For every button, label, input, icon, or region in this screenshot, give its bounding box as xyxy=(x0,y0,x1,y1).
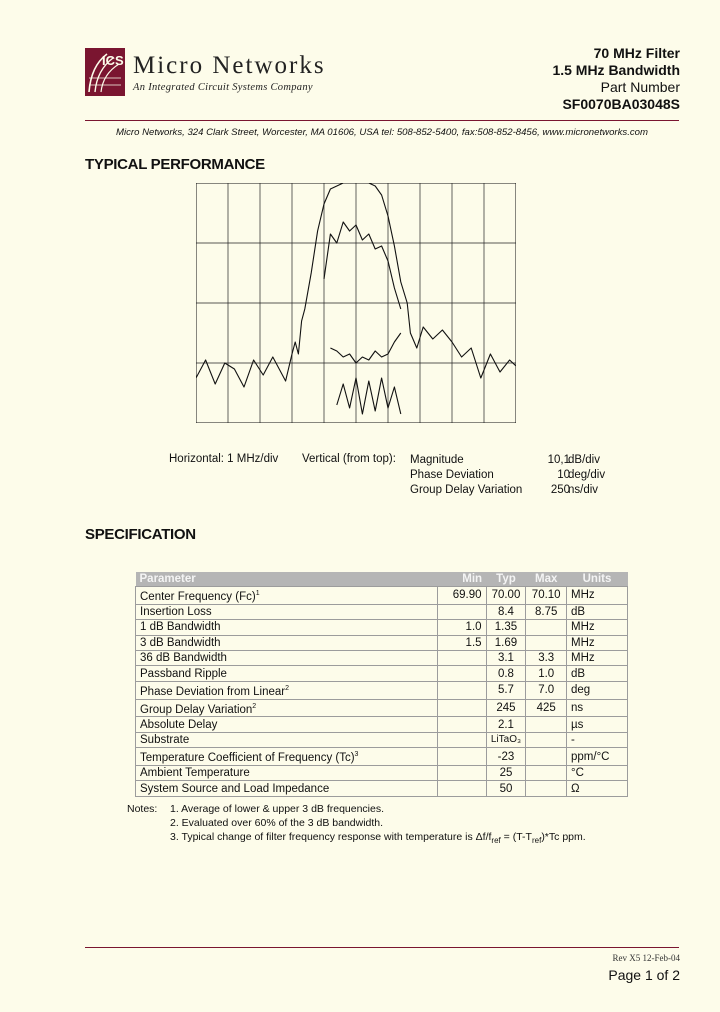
typ-cell: -23 xyxy=(486,748,526,766)
typ-cell: 1.69 xyxy=(486,635,526,650)
unit-cell: MHz xyxy=(567,651,628,666)
max-cell: 3.3 xyxy=(526,651,567,666)
unit-cell: - xyxy=(567,732,628,747)
table-row xyxy=(136,651,628,666)
part-number: SF0070BA03048S xyxy=(562,96,680,112)
note-item: 3. Typical change of filter frequency response with temperature is $\Delta f/f_{ref} = (T-T_{ref})*Tc$ ppm. xyxy=(170,831,586,846)
unit-cell: Ω xyxy=(567,781,628,796)
unit-cell: dB xyxy=(567,666,628,681)
scale-name: Group Delay Variation xyxy=(410,484,523,496)
vertical-scale-label: Vertical (from top): xyxy=(302,453,396,465)
typ-cell: 0.8 xyxy=(486,666,526,681)
company-name: Micro Networks xyxy=(133,52,326,79)
typ-cell: 8.4 xyxy=(486,604,526,619)
min-cell xyxy=(437,681,486,699)
min-cell xyxy=(437,781,486,796)
table-row xyxy=(136,604,628,619)
unit-cell: deg xyxy=(567,681,628,699)
table-header-row xyxy=(136,572,628,587)
min-cell xyxy=(437,699,486,717)
unit-cell: ppm/°C xyxy=(567,748,628,766)
typ-cell: 2.1 xyxy=(486,717,526,732)
unit-cell: MHz xyxy=(567,620,628,635)
typ-cell: 70.00 xyxy=(486,587,526,605)
table-row xyxy=(136,587,628,605)
typ-cell: 50 xyxy=(486,781,526,796)
max-cell xyxy=(526,635,567,650)
scale-unit: dB/div xyxy=(568,454,600,466)
performance-title: TYPICAL PERFORMANCE xyxy=(85,156,265,173)
product-header xyxy=(552,45,680,113)
company-logo xyxy=(85,48,125,96)
min-cell: 1.5 xyxy=(437,635,486,650)
max-cell xyxy=(526,781,567,796)
max-cell: 1.0 xyxy=(526,666,567,681)
max-cell xyxy=(526,732,567,747)
max-cell xyxy=(526,748,567,766)
typ-cell: LiTaO₃ xyxy=(486,732,526,747)
note-item: 2. Evaluated over 60% of the 3 dB bandwidth. xyxy=(170,817,384,829)
notes-label: Notes: xyxy=(127,803,158,815)
company-address: Micro Networks, 324 Clark Street, Worcester, MA 01606, USA tel: 508-852-5400, fax:508-852-8456, www.micronetworks.com xyxy=(116,127,648,138)
parameter-cell: System Source and Load Impedance xyxy=(136,781,438,796)
table-row xyxy=(136,732,628,747)
scale-value: 10 xyxy=(557,469,570,481)
table-row xyxy=(136,620,628,635)
column-header: Min xyxy=(437,572,486,587)
typ-cell: 5.7 xyxy=(486,681,526,699)
table-row xyxy=(136,766,628,781)
notes-list xyxy=(170,802,586,848)
scale-list xyxy=(410,453,606,498)
product-title: 70 MHz Filter xyxy=(593,45,680,61)
table-row xyxy=(136,781,628,796)
parameter-cell: Phase Deviation from Linear$^2$ xyxy=(136,681,438,699)
max-cell xyxy=(526,620,567,635)
scale-value: 250 xyxy=(550,484,570,496)
parameter-cell: Insertion Loss xyxy=(136,604,438,619)
max-cell: 70.10 xyxy=(526,587,567,605)
scale-row xyxy=(410,483,599,498)
unit-cell: µs xyxy=(567,717,628,732)
min-cell xyxy=(437,766,486,781)
horizontal-scale: Horizontal: 1 MHz/div xyxy=(169,453,279,465)
unit-cell: dB xyxy=(567,604,628,619)
performance-chart xyxy=(196,183,516,423)
parameter-cell: Substrate xyxy=(136,732,438,747)
note-item: 1. Average of lower & upper 3 dB frequencies. xyxy=(170,803,385,815)
scale-row xyxy=(410,468,606,483)
min-cell xyxy=(437,732,486,747)
min-cell xyxy=(437,666,486,681)
parameter-cell: Group Delay Variation$^2$ xyxy=(136,699,438,717)
unit-cell: °C xyxy=(567,766,628,781)
max-cell xyxy=(526,717,567,732)
footer-rule xyxy=(85,947,679,948)
min-cell xyxy=(437,604,486,619)
parameter-cell: Ambient Temperature xyxy=(136,766,438,781)
min-cell xyxy=(437,651,486,666)
parameter-cell: 3 dB Bandwidth xyxy=(136,635,438,650)
parameter-cell: Center Frequency $(Fc)^1$ xyxy=(136,587,438,605)
min-cell: 69.90 xyxy=(437,587,486,605)
revision-info: Rev X5 12-Feb-04 xyxy=(612,953,680,963)
scale-row xyxy=(410,453,600,468)
min-cell: 1.0 xyxy=(437,620,486,635)
column-header: Units xyxy=(567,572,628,587)
max-cell xyxy=(526,766,567,781)
max-cell: 8.75 xyxy=(526,604,567,619)
parameter-cell: Temperature Coefficient of Frequency $(Tc)^3$ xyxy=(136,748,438,766)
header-rule xyxy=(85,120,679,121)
table-row xyxy=(136,748,628,766)
typ-cell: 1.35 xyxy=(486,620,526,635)
scale-name: Magnitude xyxy=(410,454,464,466)
scale-value: 10,1 xyxy=(547,454,570,466)
min-cell xyxy=(437,717,486,732)
performance-chart-svg xyxy=(196,183,516,423)
logo-lettering: ICS xyxy=(102,53,124,68)
parameter-cell: 1 dB Bandwidth xyxy=(136,620,438,635)
specification-title: SPECIFICATION xyxy=(85,526,196,543)
part-number-label: Part Number xyxy=(600,79,680,95)
max-cell: 425 xyxy=(526,699,567,717)
column-header: Parameter xyxy=(136,572,438,587)
specification-table xyxy=(135,572,628,797)
table-row xyxy=(136,681,628,699)
typ-cell: 3.1 xyxy=(486,651,526,666)
scale-unit: deg/div xyxy=(568,469,606,481)
product-bandwidth: 1.5 MHz Bandwidth xyxy=(552,62,680,78)
scale-name: Phase Deviation xyxy=(410,469,494,481)
table-row xyxy=(136,699,628,717)
column-header: Max xyxy=(526,572,567,587)
page-number: Page 1 of 2 xyxy=(608,967,680,983)
table-row xyxy=(136,635,628,650)
table-row xyxy=(136,717,628,732)
column-header: Typ xyxy=(486,572,526,587)
unit-cell: ns xyxy=(567,699,628,717)
typ-cell: 245 xyxy=(486,699,526,717)
scale-unit: ns/div xyxy=(568,484,599,496)
parameter-cell: Absolute Delay xyxy=(136,717,438,732)
parameter-cell: Passband Ripple xyxy=(136,666,438,681)
unit-cell: MHz xyxy=(567,635,628,650)
min-cell xyxy=(437,748,486,766)
parameter-cell: 36 dB Bandwidth xyxy=(136,651,438,666)
company-tagline: An Integrated Circuit Systems Company xyxy=(133,82,313,93)
table-row xyxy=(136,666,628,681)
max-cell: 7.0 xyxy=(526,681,567,699)
typ-cell: 25 xyxy=(486,766,526,781)
unit-cell: MHz xyxy=(567,587,628,605)
